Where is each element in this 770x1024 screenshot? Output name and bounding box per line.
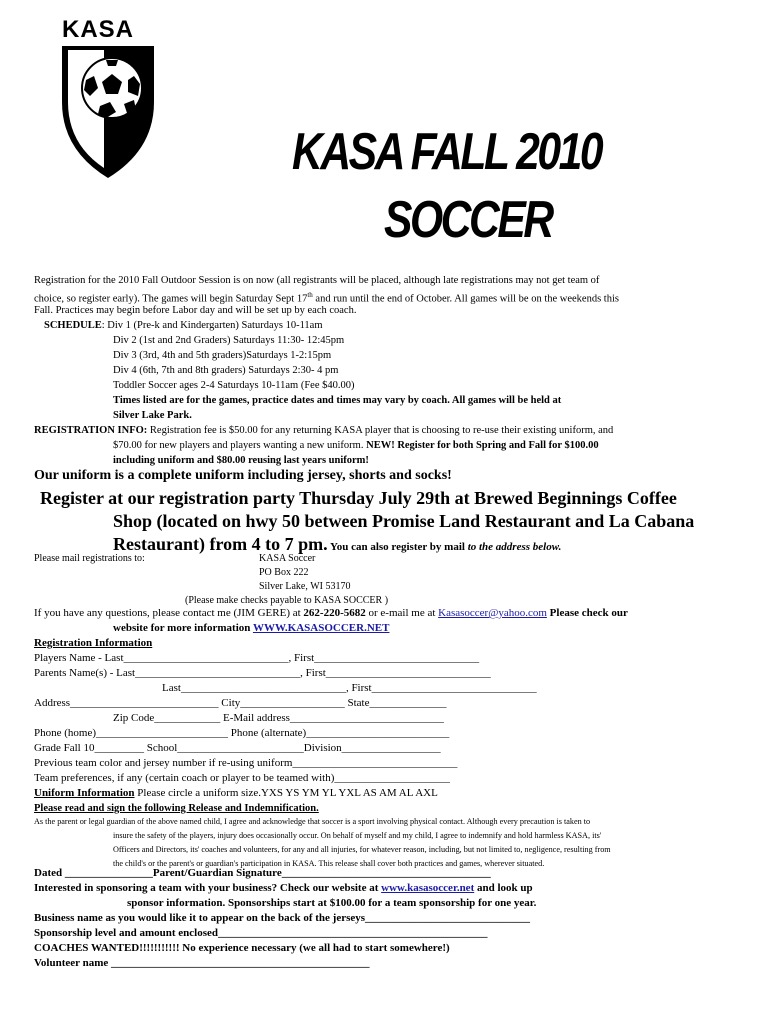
uniform-info-label: Uniform Information: [34, 787, 135, 799]
schedule-div1: : Div 1 (Pre-k and Kindergarten) Saturdays 10-11am: [101, 320, 323, 331]
sponsorship-level-field[interactable]: Sponsorship level and amount enclosed_________________________________________________: [34, 927, 488, 939]
release-line1: As the parent or legal guardian of the above named child, I agree and acknowledge that soccer is a sport involving physical contact. Although every precaution is taken to: [34, 817, 591, 826]
sponsor-text: Interested in sponsoring a team with your business? Check our website at: [34, 882, 382, 894]
party-mail-text: You can also register by mail: [327, 541, 468, 553]
schedule-note1: Times listed are for the games, practice dates and times may vary by coach. All games will be held at: [113, 395, 562, 406]
business-name-field[interactable]: Business name as you would like it to appear on the back of the jerseys______________________________: [34, 912, 531, 924]
registration-info-text: Registration fee is $50.00 for any returning KASA player that is choosing to re-use their existing uniform, and: [147, 425, 614, 436]
party-line2: Shop (located on hwy 50 between Promise Land Restaurant and La Cabana: [113, 511, 695, 531]
contact-phone: 262-220-5682: [303, 607, 366, 619]
contact-line1: [34, 606, 628, 621]
logo-text: KASA: [62, 16, 135, 43]
registration-info-label: REGISTRATION INFO:: [34, 425, 148, 436]
kasa-logo: [54, 16, 164, 176]
release-line3: Officers and Directors, its' coaches and volunteers, for any and all injuries, for whatever reason, including, but not limited to, negligence, resulting from: [113, 845, 611, 854]
schedule-div4: Div 4 (6th, 7th and 8th graders) Saturdays 2:30- 4 pm: [113, 365, 339, 376]
parents-name2-field[interactable]: Last______________________________, First______________________________: [162, 682, 537, 694]
page-title-line1: KASA FALL 2010: [292, 123, 602, 181]
intro-line1: Registration for the 2010 Fall Outdoor Session is on now (all registrants will be placed, although late registrations may not get team of: [34, 275, 600, 286]
release-line2: insure the safety of the players, injury does occasionally occur. On behalf of myself and my child, I agree to indemnify and hold harmless KASA, its': [113, 831, 602, 840]
uniform-line: Our uniform is a complete uniform including jersey, shorts and socks!: [34, 468, 452, 483]
intro-sup: th: [307, 291, 313, 299]
intro-line2-b: and run until the end of October. All games will be on the weekends this: [312, 293, 619, 305]
address-field[interactable]: Address___________________________ City___________________ State______________: [34, 697, 447, 709]
contact-email-link[interactable]: Kasasoccer@yahoo.com: [438, 607, 547, 619]
mail-address2: PO Box 222: [259, 567, 309, 578]
registration-info-line1: [34, 423, 613, 438]
contact-text: If you have any questions, please contact me (JIM GERE) at: [34, 607, 304, 619]
intro-line2-a: choice, so register early). The games will begin Saturday Sept 17: [34, 293, 308, 305]
mail-address1: KASA Soccer: [259, 553, 316, 564]
contact-check: Please check our: [546, 607, 628, 619]
previous-uniform-field[interactable]: Previous team color and jersey number if re-using uniform______________________________: [34, 757, 458, 769]
form-heading: Registration Information: [34, 637, 153, 649]
dated-signature-field[interactable]: Dated ________________Parent/Guardian Signature______________________________________: [34, 867, 491, 879]
party-time: Restaurant) from 4 to 7 pm.: [113, 534, 328, 554]
zip-email-field[interactable]: Zip Code____________ E-Mail address____________________________: [113, 712, 444, 724]
registration-new-text: NEW! Register for both Spring and Fall for $100.00: [366, 440, 599, 451]
uniform-info-line: [34, 786, 438, 801]
grade-field[interactable]: Grade Fall 10_________ School_______________________Division__________________: [34, 742, 441, 754]
team-preferences-field[interactable]: Team preferences, if any (certain coach or player to be teamed with)_____________________: [34, 772, 450, 784]
party-line3: [113, 533, 561, 558]
release-heading: Please read and sign the following Release and Indemnification.: [34, 803, 319, 814]
contact-website-text: website for more information: [113, 622, 253, 634]
mail-address4: (Please make checks payable to KASA SOCCER ): [185, 595, 389, 606]
volunteer-name-field[interactable]: Volunteer name _______________________________________________: [34, 957, 370, 969]
contact-website-link[interactable]: WWW.KASASOCCER.NET: [252, 622, 390, 634]
schedule-toddler: Toddler Soccer ages 2-4 Saturdays 10-11am (Fee $40.00): [113, 380, 355, 391]
schedule-note2: Silver Lake Park.: [113, 410, 192, 421]
mail-label: Please mail registrations to:: [34, 553, 145, 564]
registration-info-line2: [113, 438, 599, 453]
sponsor-line2: sponsor information. Sponsorships start at $100.00 for a team sponsorship for one year.: [127, 897, 537, 909]
schedule-label: SCHEDULE: [44, 320, 102, 331]
mail-address3: Silver Lake, WI 53170: [259, 581, 351, 592]
contact-line2: [113, 621, 389, 636]
schedule-line1: [44, 318, 323, 333]
release-line4: the child's or the parent's or guardian's participation in KASA. This release shall cover both practices and games, wherever situated.: [113, 859, 545, 868]
players-name-field[interactable]: Players Name - Last______________________________, First______________________________: [34, 652, 480, 664]
sponsor-line1: [34, 881, 533, 896]
intro-line3: Fall. Practices may begin before Labor day and will be set up by each coach.: [34, 305, 357, 316]
coaches-wanted: COACHES WANTED!!!!!!!!!!! No experience necessary (we all had to start somewhere!): [34, 942, 450, 954]
sponsor-lookup: and look up: [474, 882, 533, 894]
party-line1: Register at our registration party Thursday July 29th at Brewed Beginnings Coffee: [40, 488, 677, 508]
schedule-div2: Div 2 (1st and 2nd Graders) Saturdays 11:30- 12:45pm: [113, 335, 345, 346]
registration-fee-text: $70.00 for new players and players wanting a new uniform.: [113, 440, 367, 451]
soccer-shield-icon: [54, 40, 164, 180]
schedule-div3: Div 3 (3rd, 4th and 5th graders)Saturdays 1-2:15pm: [113, 350, 332, 361]
uniform-sizes[interactable]: Please circle a uniform size.YXS YS YM YL YXL AS AM AL AXL: [134, 787, 438, 799]
party-mail-italic: to the address below.: [467, 541, 562, 553]
parents-name-field[interactable]: Parents Name(s) - Last______________________________, First______________________________: [34, 667, 491, 679]
registration-info-line3: including uniform and $80.00 reusing last years uniform!: [113, 455, 369, 466]
page-title-line2: SOCCER: [384, 191, 552, 249]
phone-field[interactable]: Phone (home)________________________ Phone (alternate)__________________________: [34, 727, 450, 739]
contact-email-text: or e-mail me at: [365, 607, 439, 619]
sponsor-website-link[interactable]: www.kasasoccer.net: [381, 882, 475, 894]
